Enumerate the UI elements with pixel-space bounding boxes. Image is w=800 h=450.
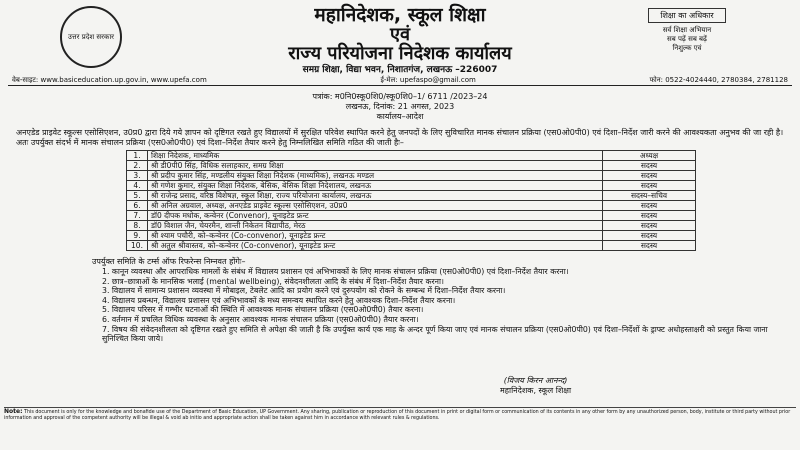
list-item: 5. विद्यालय परिसर में गम्भीर घटनाओं की स्थिति में आवश्यक मानक संचालन प्रक्रिया (एस0ओ0पी0) तैयार करना। (102, 305, 424, 315)
list-item: 6. वर्तमान में प्रचलित विधिक व्यवस्था के अनुसार आवश्यक मानक संचालन प्रक्रिया (एस0ओ0पी0) तैयार करना। (102, 314, 419, 324)
committee-role: सदस्य (603, 201, 696, 211)
rte-sub-1: सर्व शिक्षा अभियान (662, 26, 712, 34)
committee-name: डॉ0 विशाल जैन, चेयरमैन, शान्ती निकेतन विद्यापीठ, मेरठ (148, 221, 603, 231)
committee-n: 7. (127, 211, 148, 221)
committee-role: सदस्य (603, 241, 696, 251)
committee-name: श्री श्याम पचौरी, को–कन्वेनर (Co-convenor), यूनाइटेड फ्रन्ट (148, 231, 603, 241)
committee-role: अध्यक्ष (603, 151, 696, 161)
committee-name: श्री अतुल श्रीवास्तव, को–कन्वेनर (Co-convenor), यूनाइटेड फ्रन्ट (148, 241, 603, 251)
table-row (127, 181, 696, 191)
committee-name: श्री गणेश कुमार, संयुक्त शिक्षा निदेशक, बेसिक, बेसिक शिक्षा निदेशालय, लखनऊ (148, 181, 603, 191)
letter-date: लखनऊ, दिनांक: 21 अगस्त, 2023 (345, 102, 455, 111)
list-item: 4. विद्यालय प्रबन्धन, विद्यालय प्रशासन एवं अभिभावकों के मध्य समन्वय स्थापित करने हेतु आवश्यक दिशा–निर्देश तैयार करना। (102, 295, 456, 305)
committee-role: सदस्य (603, 181, 696, 191)
table-row (127, 151, 696, 161)
committee-n: 6. (127, 201, 148, 211)
rte-sub-3: निशुल्क एवं (672, 44, 702, 52)
order-title: कार्यालय–आदेश (376, 112, 424, 121)
phone-text: फोन: 0522-4024440, 2780384, 2781128 (649, 76, 788, 84)
committee-name: श्री राजेन्द्र प्रसाद, वरिष्ठ विशेषज्ञ, स्कूल शिक्षा, राज्य परियोजना कार्यालय, लखनऊ (148, 191, 603, 201)
committee-n: 2. (127, 161, 148, 171)
table-row (127, 211, 696, 221)
committee-n: 10. (127, 241, 148, 251)
note-text: This document is only for the knowledge and bonafide use of the Department of Basic Education, UP Government. Any sharing, publication or reproduction of this document in print or digital form or communication of its contents in any other form by any unauthorized person, body, institute or third party without prior information and approval of the competent authority will be illegal & void ab initio and appropriate action shall be taken against him in accordance with relevant rules & regulations. (4, 410, 791, 422)
list-item: 3. विद्यालय में सामान्य प्रशासन व्यवस्था में मोबाइल, टेबलेट आदि का प्रयोग करने एवं दुरुपयोग को रोकने के सम्बन्ध में दिशा–निर्देश तैयार करना। (102, 286, 506, 296)
committee-n: 1. (127, 151, 148, 161)
committee-role: सदस्य (603, 171, 696, 181)
committee-n: 9. (127, 231, 148, 241)
header-line-3: राज्य परियोजना निदेशक कार्यालय (288, 43, 512, 64)
list-item: 1. कानून व्यवस्था और आपराधिक मामलों के संबंध में विद्यालय प्रशासन एवं अभिभावकों के लिए मानक संचालन प्रक्रिया (एस0ओ0पी0) एवं दिशा–निर्देश तैयार करना। (102, 267, 569, 276)
committee-n: 8. (127, 221, 148, 231)
table-row (127, 231, 696, 241)
committee-n: 5. (127, 191, 148, 201)
list-item: 2. छात्र–छात्राओं के मानसिक भलाई (mental wellbeing), संवेदनशीलता आदि के संबंध में दिशा–निर्देश तैयार करना। (102, 276, 444, 286)
committee-name: श्री अनिल अग्रवाल, अध्यक्ष, अनएडेड प्राइवेट स्कूल्स एसोसिएशन, उ0प्र0 (148, 201, 603, 211)
committee-table (126, 150, 696, 251)
rte-logo-icon (628, 8, 746, 58)
terms-of-reference-title: उपर्युक्त समिति के टर्म्स ऑफ रिफरेन्स निम्नवत होंगेः– (92, 257, 246, 266)
intro-text-2: अतः उपर्युक्त संदर्भ में मानक संचालन प्रक्रिया (एस0ओ0पी0) एवं दिशा–निर्देश तैयार करने हेतु निम्नलिखित समिति गठित की जाती हैः– (16, 137, 404, 147)
signature-designation: महानिदेशक, स्कूल शिक्षा (500, 386, 572, 395)
list-item: 7. विषय की संवेदनशीलता को दृष्टिगत रखते हुए समिति से अपेक्षा की जाती है कि उपर्युक्त कार्य एक माह के अन्दर पूर्ण किया जाए एवं मानक संचालन प्रक्रिया (एस0ओ0पी0) एवं दिशा–निर्देशों के ड्राफ्ट अधोहस्ताक्षरी को प्रस्तुत किया जाना सुनिश्चित किया जाये। (102, 324, 768, 344)
terms-of-reference-list (102, 267, 786, 344)
signature-name: (विजय किरन आनन्द) (503, 376, 568, 385)
committee-role: सदस्य (603, 211, 696, 221)
table-row (127, 201, 696, 211)
note-label: Note: (4, 408, 23, 415)
committee-role: सदस्य (603, 231, 696, 241)
committee-name: श्री प्रदीप कुमार सिंह, मण्डलीय संयुक्त शिक्षा निदेशक (माध्यमिक), लखनऊ मण्डल (148, 171, 603, 181)
emblem-text: उत्तर प्रदेश सरकार (67, 32, 115, 41)
up-government-emblem-icon (60, 6, 122, 68)
intro-paragraph (16, 128, 784, 147)
table-row (127, 171, 696, 181)
office-address: समग्र शिक्षा, विद्या भवन, निशातगंज, लखनऊ –226007 (302, 65, 498, 75)
table-row (127, 221, 696, 231)
table-row (127, 161, 696, 171)
intro-text-1: अनएडेड प्राइवेट स्कूल्स एसोसिएशन, उ0प्र0 द्वारा दिये गये ज्ञापन को दृष्टिगत रखते हुए विद्यालयों में सुरक्षित परिवेश स्थापित करने हेतु जनपदों के लिए सुविचारित मानक संचालन प्रक्रिया (एस0ओ0पी0) एवं दिशा–निर्देश जारी करने की आवश्यकता अनुभव की जा रही है। (16, 128, 784, 137)
rte-banner: शिक्षा का अधिकार (648, 8, 726, 23)
header-line-1: महानिदेशक, स्कूल शिक्षा (314, 4, 486, 26)
committee-n: 4. (127, 181, 148, 191)
signature-block (500, 376, 571, 396)
committee-name: श्री डी0पी0 सिंह, विधिक सलाहकार, समग्र शिक्षा (148, 161, 603, 171)
contact-row (8, 76, 792, 86)
letter-number: पत्रांक: म0नि0स्कू0शि0/स्कू0शि0–1/ 6711 /2023–24 (312, 92, 488, 101)
rte-sub-2: सब पढ़ें सब बढ़ें (667, 35, 707, 43)
website-text: वेब-साइट: www.basiceducation.up.gov.in, www.upefa.com (12, 76, 207, 84)
letter-meta (8, 92, 792, 122)
committee-name: शिक्षा निदेशक, माध्यमिक (148, 151, 603, 161)
committee-n: 3. (127, 171, 148, 181)
committee-name: डॉ0 दीपक मधोक, कन्वेनर (Convenor), यूनाइटेड फ्रन्ट (148, 211, 603, 221)
committee-role: सदस्य–सचिव (603, 191, 696, 201)
table-row (127, 241, 696, 251)
header-line-2: एवं (390, 24, 410, 45)
letterhead (8, 4, 792, 88)
email-text: ई-मेल: upefaspo@gmail.com (380, 76, 476, 84)
footer-note (4, 407, 796, 422)
committee-role: सदस्य (603, 221, 696, 231)
table-row (127, 191, 696, 201)
committee-role: सदस्य (603, 161, 696, 171)
